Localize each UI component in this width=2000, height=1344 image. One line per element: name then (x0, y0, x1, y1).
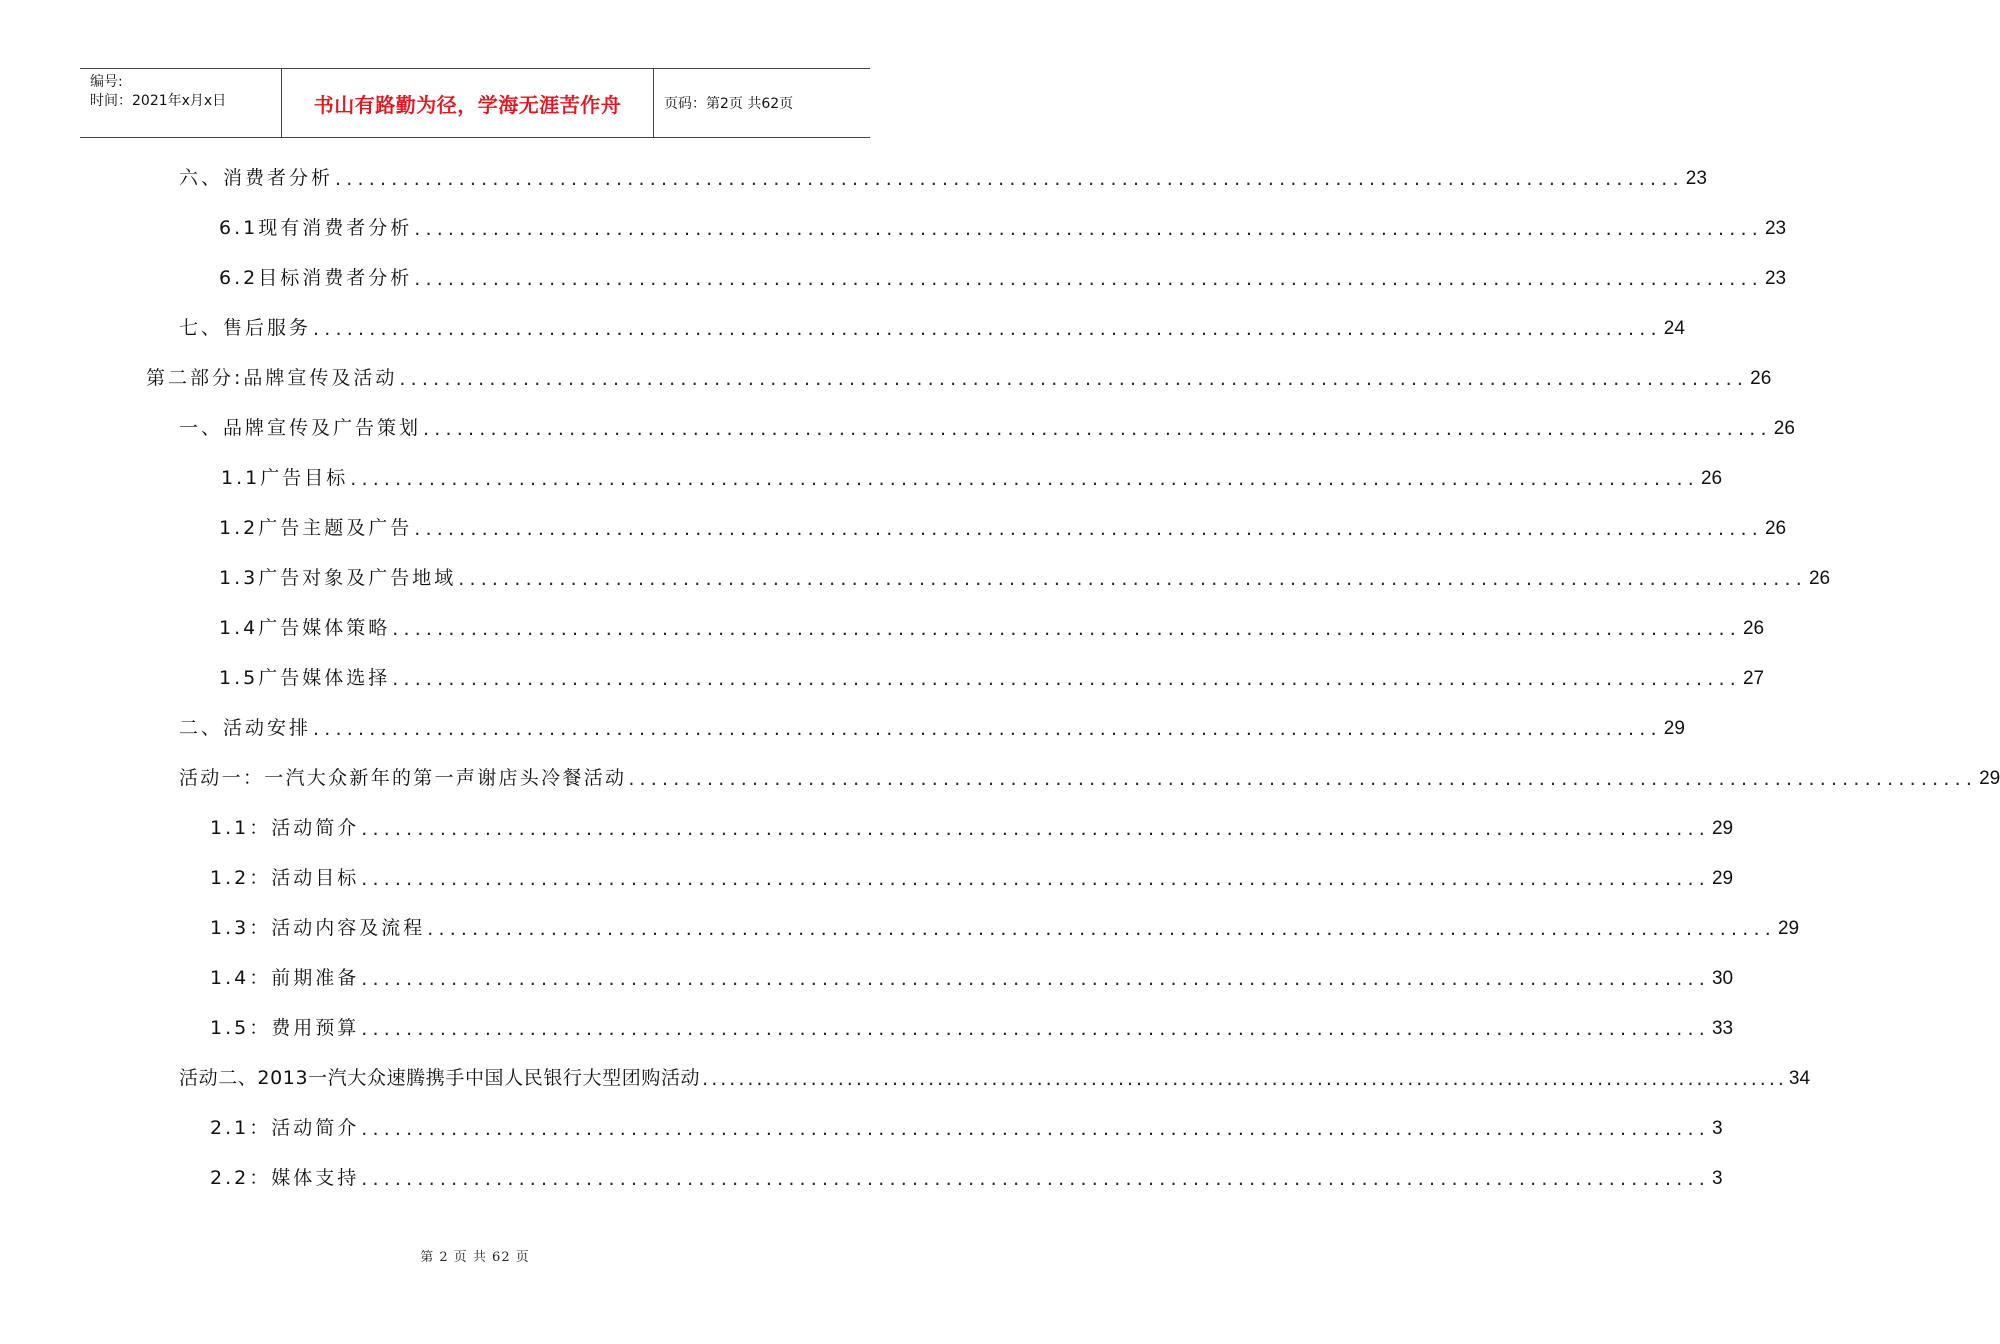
serial-number-label: 编号: (90, 74, 123, 90)
toc-entry[interactable] (179, 1060, 1811, 1090)
toc-leader-dots: ........................................................................................................................ (350, 468, 1699, 490)
toc-entry[interactable] (210, 810, 1734, 840)
toc-leader-dots: ........................................................................................................................ (335, 168, 1684, 190)
toc-entry-label: 1.2广告主题及广告 (219, 517, 413, 539)
toc-entry[interactable] (221, 460, 1723, 490)
page-info-text: 页码：第2页 共62页 (664, 96, 794, 112)
toc-entry-label: 七、售后服务 (179, 317, 312, 339)
toc-leader-dots: ........................................................................................................................ (361, 968, 1710, 990)
toc-entry-page: 3 (1711, 1118, 1723, 1139)
toc-entry-page: 29 (1711, 868, 1734, 889)
toc-entry-page: 23 (1685, 168, 1707, 189)
toc-leader-dots: ........................................................................................................................ (399, 368, 1749, 390)
toc-leader-dots: ........................................................................................................................ (423, 418, 1772, 440)
toc-entry-label: 1.1广告目标 (221, 467, 349, 489)
toc-entry-label: 二、活动安排 (179, 717, 312, 739)
toc-entry[interactable] (210, 960, 1734, 990)
toc-entry-label: 六、消费者分析 (179, 167, 334, 189)
toc-entry-page: 23 (1764, 218, 1787, 239)
toc-entry-page: 29 (1979, 768, 2000, 789)
toc-entry-page: 26 (1764, 518, 1787, 539)
toc-leader-dots: ........................................................................................................................ (392, 618, 1741, 640)
toc-entry-label: 6.2目标消费者分析 (219, 267, 413, 289)
toc-entry-label: 1.5：费用预算 (210, 1017, 360, 1039)
motto-text: 书山有路勤为径，学海无涯苦作舟 (313, 92, 622, 117)
toc-entry[interactable] (210, 910, 1800, 940)
toc-leader-dots: ........................................................................................................................ (458, 568, 1807, 590)
toc-entry-label: 1.3广告对象及广告地域 (219, 567, 457, 589)
toc-entry-label: 1.3：活动内容及流程 (210, 917, 426, 939)
toc-entry-label: 1.5广告媒体选择 (219, 667, 391, 689)
toc-entry-page: 29 (1777, 918, 1800, 939)
toc-entry-label: 2.2：媒体支持 (210, 1167, 360, 1189)
header-page-info (654, 69, 870, 137)
toc-leader-dots: ........................................................................................................................ (361, 868, 1710, 890)
toc-entry-label: 1.4：前期准备 (210, 967, 360, 989)
toc-entry-page: 34 (1788, 1068, 1811, 1089)
toc-entry[interactable] (179, 310, 1685, 340)
toc-leader-dots: ........................................................................................................................ (414, 268, 1763, 290)
toc-entry-page: 24 (1663, 318, 1685, 339)
toc-leader-dots: ........................................................................................................................ (361, 818, 1710, 840)
toc-entry-label: 活动二、2013一汽大众速腾携手中国人民银行大型团购活动 (179, 1067, 701, 1089)
toc-entry[interactable] (179, 710, 1685, 740)
toc-leader-dots: ........................................................................................................................ (392, 668, 1741, 690)
toc-entry[interactable] (210, 1010, 1734, 1040)
toc-leader-dots: ........................................................................................................................ (313, 718, 1662, 740)
toc-entry[interactable] (179, 410, 1795, 440)
toc-entry[interactable] (210, 860, 1734, 890)
toc-entry-page: 26 (1742, 618, 1765, 639)
toc-entry[interactable] (210, 1160, 1723, 1190)
toc-leader-dots: ........................................................................................................................ (702, 1068, 1787, 1090)
toc-entry-page: 26 (1808, 568, 1831, 589)
toc-entry-label: 一、品牌宣传及广告策划 (179, 417, 422, 439)
toc-leader-dots: ........................................................................................................................ (361, 1118, 1710, 1140)
toc-leader-dots: ........................................................................................................................ (361, 1168, 1710, 1190)
toc-entry-label: 1.4广告媒体策略 (219, 617, 391, 639)
toc-entry-label: 1.2：活动目标 (210, 867, 360, 889)
toc-entry-page: 26 (1773, 418, 1795, 439)
toc-entry-page: 30 (1711, 968, 1734, 989)
toc-entry-label: 活动一：一汽大众新年的第一声谢店头冷餐活动 (179, 767, 627, 789)
header-meta (80, 69, 282, 137)
toc-leader-dots: ........................................................................................................................ (313, 318, 1662, 340)
toc-entry-page: 33 (1711, 1018, 1734, 1039)
toc-entry-label: 第二部分:品牌宣传及活动 (146, 367, 398, 389)
toc-leader-dots: ........................................................................................................................ (628, 768, 1978, 790)
toc-entry-page: 29 (1711, 818, 1734, 839)
toc-entry[interactable] (210, 1110, 1723, 1140)
toc-leader-dots: ........................................................................................................................ (414, 518, 1763, 540)
toc-entry[interactable] (219, 560, 1831, 590)
toc-entry-page: 29 (1663, 718, 1685, 739)
date-label: 时间：2021年x月x日 (90, 93, 227, 109)
toc-entry-page: 27 (1742, 668, 1765, 689)
header-motto (282, 69, 654, 137)
toc-entry[interactable] (219, 260, 1787, 290)
page-header (80, 68, 870, 138)
toc-entry[interactable] (219, 510, 1787, 540)
toc-entry[interactable] (179, 760, 2000, 790)
toc-entry-page: 3 (1711, 1168, 1723, 1189)
page-footer: 第 2 页 共 62 页 (420, 1250, 530, 1265)
toc-entry[interactable] (219, 210, 1787, 240)
toc-entry-page: 26 (1700, 468, 1723, 489)
toc-entry-page: 26 (1750, 368, 1772, 389)
toc-entry[interactable] (219, 610, 1765, 640)
toc-leader-dots: ........................................................................................................................ (414, 218, 1763, 240)
toc-leader-dots: ........................................................................................................................ (427, 918, 1776, 940)
toc-entry-page: 23 (1764, 268, 1787, 289)
toc-entry[interactable] (219, 660, 1765, 690)
toc-entry-label: 1.1：活动简介 (210, 817, 360, 839)
toc-entry[interactable] (146, 360, 1772, 390)
toc-entry[interactable] (179, 160, 1707, 190)
toc-leader-dots: ........................................................................................................................ (361, 1018, 1710, 1040)
toc-entry-label: 6.1现有消费者分析 (219, 217, 413, 239)
toc-entry-label: 2.1：活动简介 (210, 1117, 360, 1139)
